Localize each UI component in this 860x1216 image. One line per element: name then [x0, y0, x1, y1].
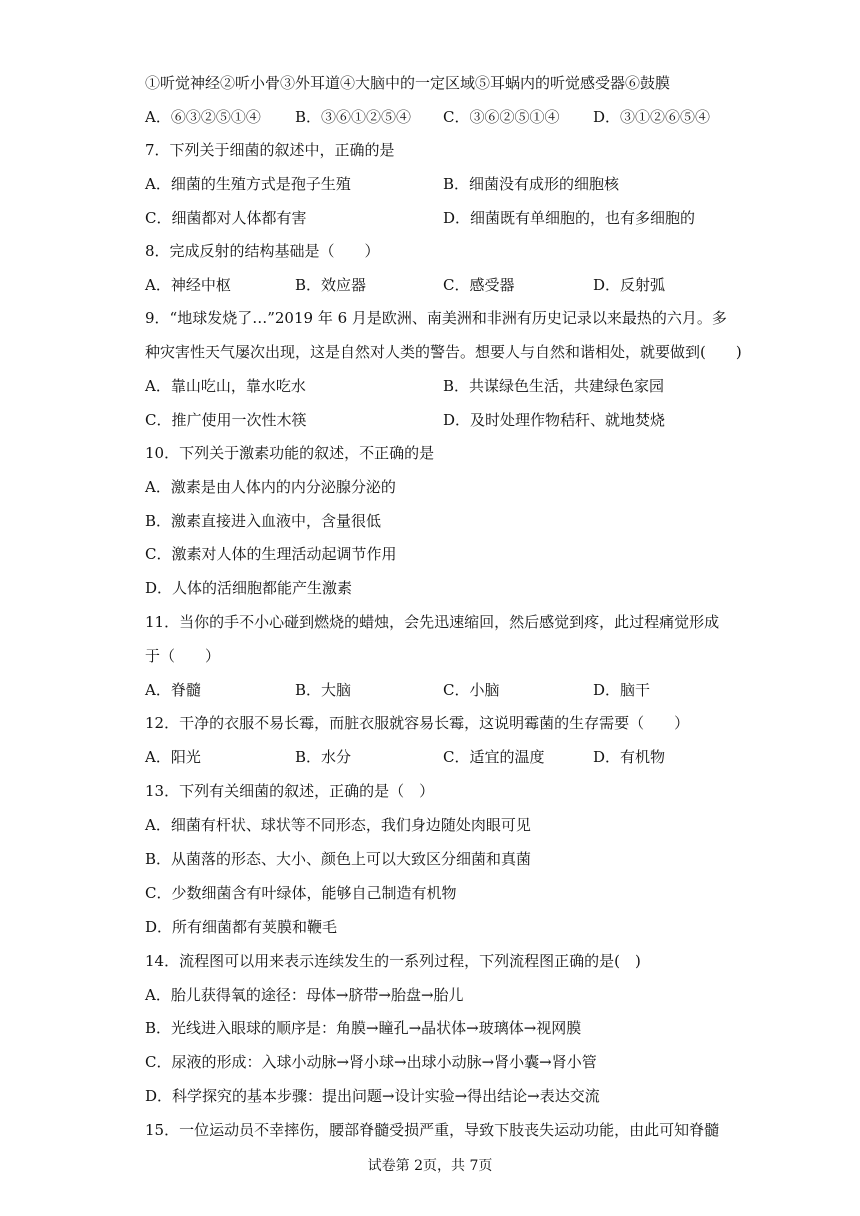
- question-12-options: [145, 747, 725, 767]
- question-10-stem: 10．下列关于激素功能的叙述，不正确的是: [145, 444, 435, 462]
- question-8-stem: 8．完成反射的结构基础是（ ）: [145, 242, 380, 260]
- option-d: D．③①②⑥⑤④: [593, 108, 711, 126]
- question-7-options-row1: [145, 174, 725, 194]
- option-b: B．效应器: [295, 276, 367, 294]
- option-a: A．神经中枢: [145, 276, 231, 294]
- option-c: C．③⑥②⑤①④: [443, 108, 560, 126]
- option-c: C．适宜的温度: [443, 748, 545, 766]
- option-a: A．⑥③②⑤①④: [145, 108, 261, 126]
- option-c: C．细菌都对人体都有害: [145, 209, 307, 227]
- option-d: D．细菌既有单细胞的，也有多细胞的: [443, 209, 696, 227]
- option-d: D．人体的活细胞都能产生激素: [145, 579, 353, 597]
- question-7-options-row2: [145, 208, 725, 228]
- option-a: A．脊髓: [145, 681, 201, 699]
- option-b: B．细菌没有成形的细胞核: [443, 175, 620, 193]
- question-6-options: [145, 107, 725, 127]
- page-footer: 试卷第 2页，共 7页: [367, 1158, 493, 1174]
- option-c: C．感受器: [443, 276, 515, 294]
- option-d: D．有机物: [593, 748, 666, 766]
- option-c: C．尿液的形成：入球小动脉→肾小球→出球小动脉→肾小囊→肾小管: [145, 1053, 597, 1071]
- option-b: B．从菌落的形态、大小、颜色上可以大致区分细菌和真菌: [145, 850, 532, 868]
- option-c: C．激素对人体的生理活动起调节作用: [145, 545, 397, 563]
- question-11-options: [145, 680, 725, 700]
- question-12-stem: 12．干净的衣服不易长霉，而脏衣服就容易长霉，这说明霉菌的生存需要（ ）: [145, 714, 690, 732]
- question-11-stem-line1: 11．当你的手不小心碰到燃烧的蜡烛，会先迅速缩回，然后感觉到疼，此过程痛觉形成: [145, 613, 720, 631]
- question-9-stem-line2: 种灾害性天气屡次出现，这是自然对人类的警告。想要人与自然和谐相处，就要做到( ): [145, 343, 742, 361]
- option-a: A．阳光: [145, 748, 201, 766]
- option-a: A．胎儿获得氧的途径：母体→脐带→胎盘→胎儿: [145, 986, 464, 1004]
- option-c: C．推广使用一次性木筷: [145, 411, 307, 429]
- question-13-stem: 13．下列有关细菌的叙述，正确的是（ ）: [145, 782, 435, 800]
- question-6-items: ①听觉神经②听小骨③外耳道④大脑中的一定区域⑤耳蜗内的听觉感受器⑥鼓膜: [145, 74, 671, 92]
- option-b: B．水分: [295, 748, 352, 766]
- option-d: D．及时处理作物秸秆、就地焚烧: [443, 411, 666, 429]
- option-a: A．激素是由人体内的内分泌腺分泌的: [145, 478, 396, 496]
- option-a: A．靠山吃山，靠水吃水: [145, 377, 306, 395]
- option-b: B．激素直接进入血液中，含量很低: [145, 512, 382, 530]
- question-15-stem: 15．一位运动员不幸摔伤，腰部脊髓受损严重，导致下肢丧失运动功能，由此可知脊髓: [145, 1121, 720, 1139]
- option-c: C．少数细菌含有叶绿体，能够自己制造有机物: [145, 884, 457, 902]
- question-8-options: [145, 275, 725, 295]
- question-9-stem-line1: 9．“地球发烧了…”2019 年 6 月是欧洲、南美洲和非洲有历史记录以来最热的六月。多: [145, 309, 727, 327]
- option-b: B．共谋绿色生活，共建绿色家园: [443, 377, 665, 395]
- option-b: B．光线进入眼球的顺序是：角膜→瞳孔→晶状体→玻璃体→视网膜: [145, 1019, 582, 1037]
- question-9-options-row2: [145, 410, 725, 430]
- question-9-options-row1: [145, 376, 725, 396]
- option-d: D．科学探究的基本步骤：提出问题→设计实验→得出结论→表达交流: [145, 1087, 600, 1105]
- option-a: A．细菌的生殖方式是孢子生殖: [145, 175, 351, 193]
- question-11-stem-line2: 于（ ）: [145, 647, 221, 665]
- option-d: D．所有细菌都有荚膜和鞭毛: [145, 918, 338, 936]
- option-a: A．细菌有杆状、球状等不同形态，我们身边随处肉眼可见: [145, 816, 531, 834]
- option-b: B．③⑥①②⑤④: [295, 108, 412, 126]
- question-14-stem: 14．流程图可以用来表示连续发生的一系列过程，下列流程图正确的是( ): [145, 952, 641, 970]
- option-b: B．大脑: [295, 681, 352, 699]
- question-7-stem: 7．下列关于细菌的叙述中，正确的是: [145, 141, 395, 159]
- option-c: C．小脑: [443, 681, 500, 699]
- option-d: D．脑干: [593, 681, 651, 699]
- option-d: D．反射弧: [593, 276, 666, 294]
